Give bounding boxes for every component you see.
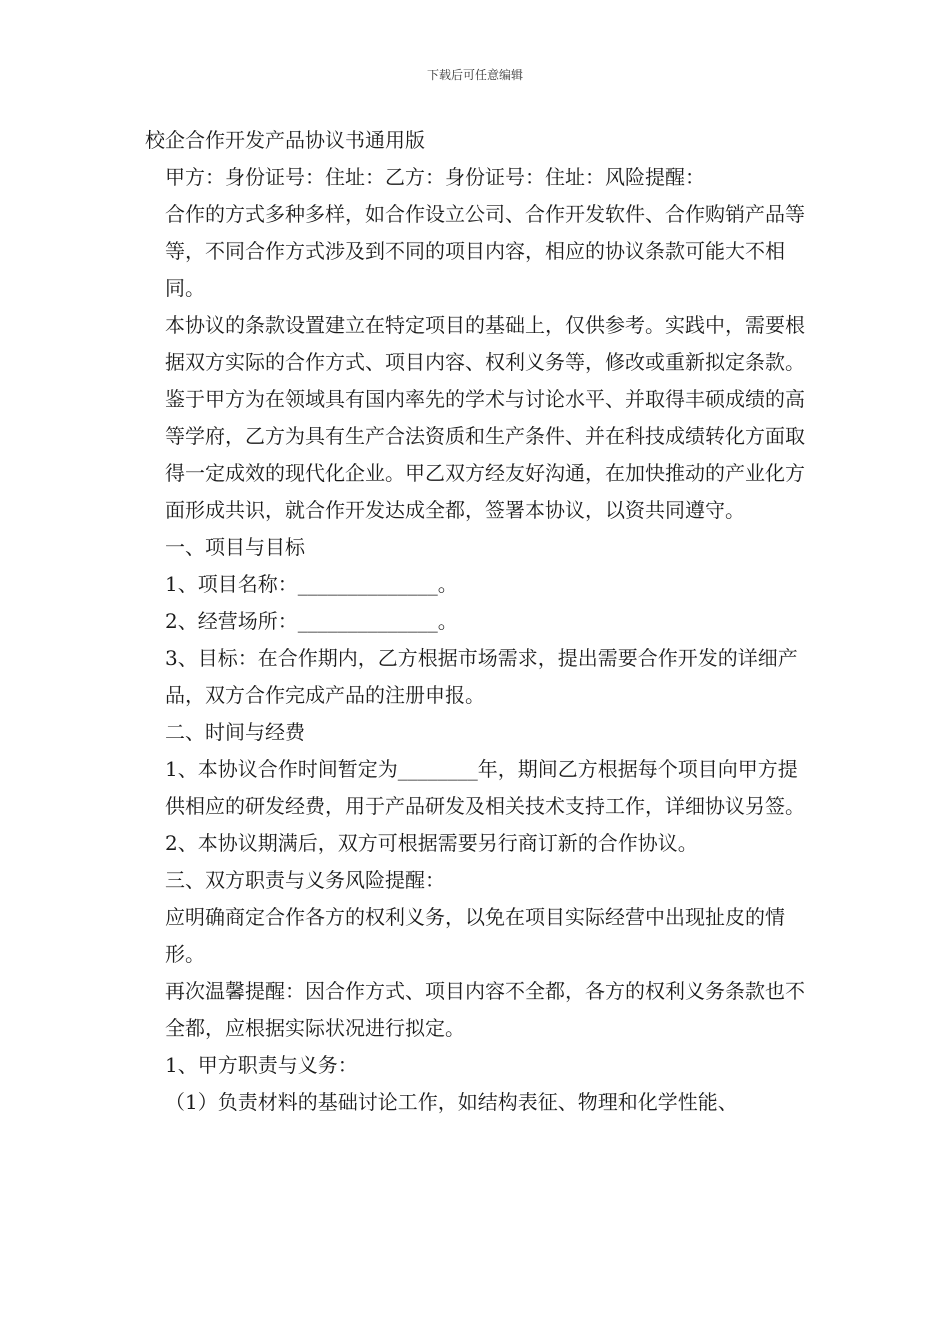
section-heading-1: 一、项目与目标 [165, 535, 305, 559]
section-heading-3: 三、双方职责与义务风险提醒： [165, 868, 445, 892]
section-heading-2: 二、时间与经费 [165, 720, 305, 744]
clause-goal: 3、目标：在合作期内，乙方根据市场需求，提出需要合作开发的详细产品，双方合作完成产品的注册申报。 [165, 646, 798, 707]
document-body [145, 122, 810, 1121]
clause-party-a-item-1: （1）负责材料的基础讨论工作，如结构表征、物理和化学性能、 [165, 1090, 738, 1114]
paragraph-preamble: 本协议的条款设置建立在特定项目的基础上，仅供参考。实践中，需要根据双方实际的合作方式、项目内容、权利义务等，修改或重新拟定条款。 鉴于甲方为在领域具有国内率先的学术与讨论水平、并取得丰硕成绩的高等学府，乙方为具有生产合法资质和生产条件、并在科技成绩转化方面取得一定成效的现代化企业。甲乙双方经友好沟通，在加快推动的产业化方面形成共识，就合作开发达成全都，签署本协议，以资共同遵守。 [165, 313, 805, 522]
document-title: 校企合作开发产品协议书通用版 [145, 128, 425, 152]
clause-renewal: 2、本协议期满后，双方可根据需要另行商订新的合作协议。 [165, 831, 698, 855]
paragraph-rights-note: 应明确商定合作各方的权利义务，以免在项目实际经营中出现扯皮的情形。 [165, 905, 785, 966]
clause-term-funding: 1、本协议合作时间暂定为________年，期间乙方根据每个项目向甲方提供相应的研发经费，用于产品研发及相关技术支持工作，详细协议另签。 [165, 757, 805, 818]
header-note: 下载后可任意编辑 [426, 68, 523, 82]
clause-party-a-duties: 1、甲方职责与义务： [165, 1053, 358, 1077]
clause-business-site: 2、经营场所：______________。 [165, 609, 458, 633]
paragraph-cooperation-forms: 合作的方式多种多样，如合作设立公司、合作开发软件、合作购销产品等等，不同合作方式涉及到不同的项目内容，相应的协议条款可能大不相同。 [165, 202, 805, 300]
paragraph-parties: 甲方：身份证号：住址：乙方：身份证号：住址：风险提醒： [165, 165, 705, 189]
paragraph-reminder: 再次温馨提醒：因合作方式、项目内容不全都，各方的权利义务条款也不全都，应根据实际状况进行拟定。 [165, 979, 805, 1040]
clause-project-name: 1、项目名称：______________。 [165, 572, 458, 596]
